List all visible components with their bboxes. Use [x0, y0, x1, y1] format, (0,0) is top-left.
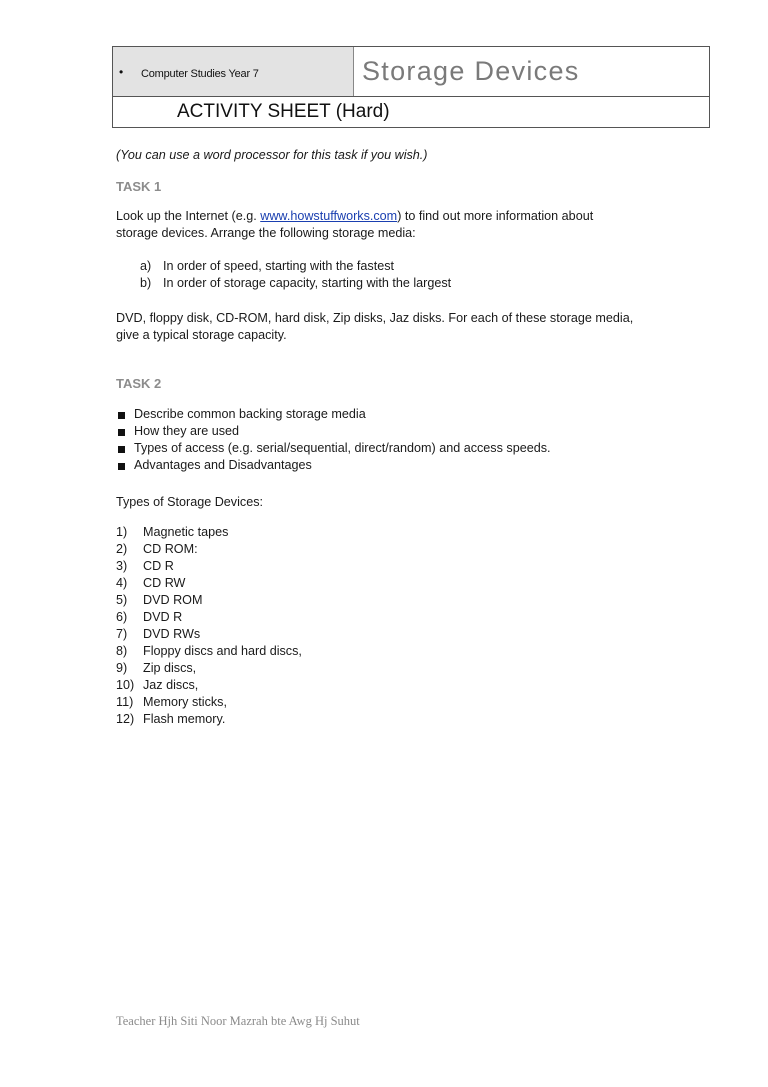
list-number: 11) [116, 695, 134, 709]
task1-media-line1: DVD, floppy disk, CD-ROM, hard disk, Zip disks, Jaz disks. For each of these storage media, [116, 311, 634, 325]
header-table [112, 46, 710, 128]
course-label: Computer Studies Year 7 [141, 68, 259, 80]
task1-text-after-link: ) to find out more information about [397, 209, 594, 223]
list-number: 8) [116, 644, 128, 658]
activity-sheet-title: ACTIVITY SHEET (Hard) [177, 101, 390, 122]
list-item: Memory sticks, [143, 695, 227, 709]
footer-teacher-name: Teacher Hjh Siti Noor Mazrah bte Awg Hj Suhut [116, 1014, 360, 1028]
sub-item-marker: b) [140, 276, 152, 290]
list-item: Zip discs, [143, 661, 197, 675]
header-course-cell [113, 47, 354, 96]
bullet-icon: • [119, 65, 124, 79]
intro-note: (You can use a word processor for this task if you wish.) [116, 148, 428, 162]
list-item: Magnetic tapes [143, 525, 229, 539]
list-item: DVD RWs [143, 627, 201, 641]
list-number: 1) [116, 525, 128, 539]
page-title: Storage Devices [362, 56, 580, 86]
sub-item-marker: a) [140, 259, 152, 273]
bullet-item: Types of access (e.g. serial/sequential, direct/random) and access speeds. [134, 441, 551, 455]
list-number: 4) [116, 576, 128, 590]
task2-heading: TASK 2 [116, 376, 162, 391]
list-number: 5) [116, 593, 128, 607]
task1-text-before-link: Look up the Internet (e.g. [116, 209, 261, 223]
task1-paragraph-line1 [116, 208, 593, 225]
sub-item-text: In order of speed, starting with the fastest [163, 259, 395, 273]
list-item: Jaz discs, [143, 678, 199, 692]
list-item: CD R [143, 559, 174, 573]
list-item: CD RW [143, 576, 186, 590]
task1-heading: TASK 1 [116, 179, 162, 194]
list-item: CD ROM: [143, 542, 198, 556]
list-item: Floppy discs and hard discs, [143, 644, 302, 658]
bullet-item: Advantages and Disadvantages [134, 458, 312, 472]
list-number: 3) [116, 559, 128, 573]
bullet-item: How they are used [134, 424, 240, 438]
square-bullet-icon [118, 429, 125, 436]
square-bullet-icon [118, 446, 125, 453]
square-bullet-icon [118, 412, 125, 419]
list-item: DVD R [143, 610, 183, 624]
list-number: 12) [116, 712, 135, 726]
list-number: 9) [116, 661, 128, 675]
list-item: DVD ROM [143, 593, 203, 607]
list-item: Flash memory. [143, 712, 226, 726]
header-top-row [113, 47, 709, 97]
list-number: 7) [116, 627, 128, 641]
list-number: 10) [116, 678, 135, 692]
list-number: 6) [116, 610, 128, 624]
bullet-item: Describe common backing storage media [134, 407, 366, 421]
list-number: 2) [116, 542, 128, 556]
sub-item-text: In order of storage capacity, starting with the largest [163, 276, 452, 290]
task1-paragraph-line2: storage devices. Arrange the following storage media: [116, 226, 416, 240]
howstuffworks-link[interactable]: www.howstuffworks.com [260, 209, 398, 223]
square-bullet-icon [118, 463, 125, 470]
types-heading: Types of Storage Devices: [116, 495, 263, 509]
task1-media-line2: give a typical storage capacity. [116, 328, 287, 342]
